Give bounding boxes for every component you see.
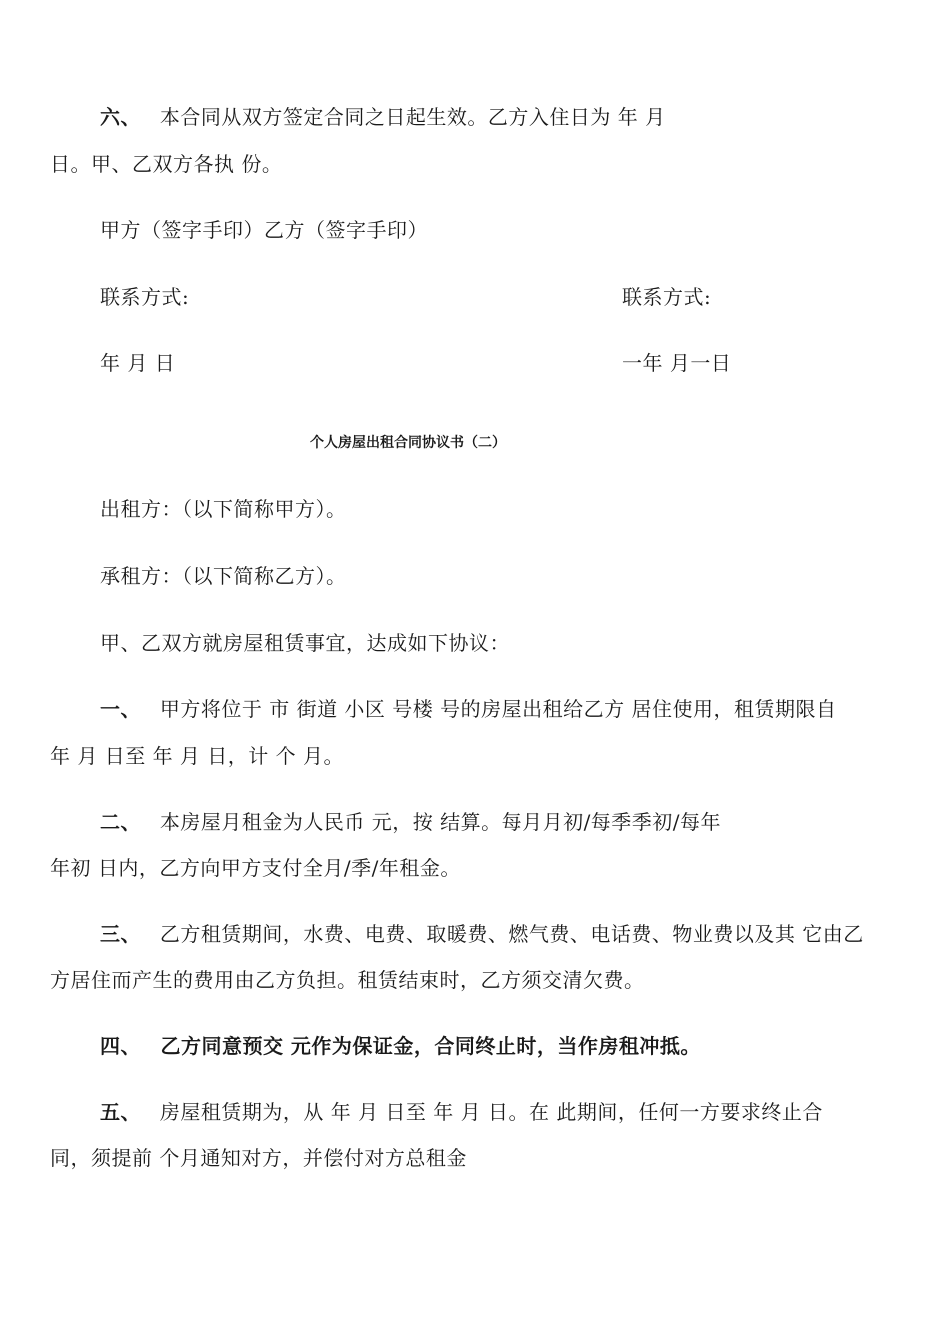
clause3-line2: 方居住而产生的费用由乙方负担。租赁结束时，乙方须交清欠费。 [50,968,645,992]
lessor-line: 出租方：（以下简称甲方）。 [100,497,347,521]
clause2-number: 二、 [100,810,141,834]
clause5-line1 [100,1100,823,1124]
clause2-line2: 年初 日内，乙方向甲方支付全月/季/年租金。 [50,856,461,880]
clause3-line1 [100,922,864,946]
section6-number: 六、 [100,105,141,129]
section6-line2: 日。甲、乙双方各执 份。 [50,152,283,176]
contact-left: 联系方式: [100,285,190,309]
clause1-line2: 年 月 日至 年 月 日，计 个 月。 [50,744,345,768]
clause4-text1: 乙方同意预交 元作为保证金，合同终止时，当作房租冲抵。 [160,1034,701,1058]
clause5-line2: 同，须提前 个月通知对方，并偿付对方总租金 [50,1146,467,1170]
clause1-line1 [100,697,837,721]
signature-parties: 甲方（签字手印）乙方（签字手印） [100,218,428,242]
date-right: 一年 月一日 [622,351,732,375]
intro-line: 甲、乙双方就房屋租赁事宜，达成如下协议： [100,631,510,655]
clause5-text1: 房屋租赁期为，从 年 月 日至 年 月 日。在 此期间，任何一方要求终止合 [159,1100,823,1124]
contact-right: 联系方式: [622,285,712,309]
doc2-title: 个人房屋出租合同协议书（二） [310,435,506,451]
clause1-number: 一、 [100,697,141,721]
clause5-number: 五、 [100,1100,141,1124]
clause4-number: 四、 [100,1034,141,1058]
clause2-line1 [100,810,721,834]
date-left: 年 月 日 [100,351,176,375]
section6-text1: 本合同从双方签定合同之日起生效。乙方入住日为 年 月 [159,105,666,129]
clause4-line1 [100,1034,701,1058]
section6-line1 [100,105,666,129]
clause3-number: 三、 [100,922,141,946]
clause3-text1: 乙方租赁期间，水费、电费、取暖费、燃气费、电话费、物业费以及其 它由乙 [159,922,864,946]
clause1-text1: 甲方将位于 市 街道 小区 号楼 号的房屋出租给乙方 居住使用，租赁期限自 [159,697,837,721]
clause2-text1: 本房屋月租金为人民币 元，按 结算。每月月初/每季季初/每年 [159,810,722,834]
lessee-line: 承租方：（以下简称乙方）。 [100,564,347,588]
